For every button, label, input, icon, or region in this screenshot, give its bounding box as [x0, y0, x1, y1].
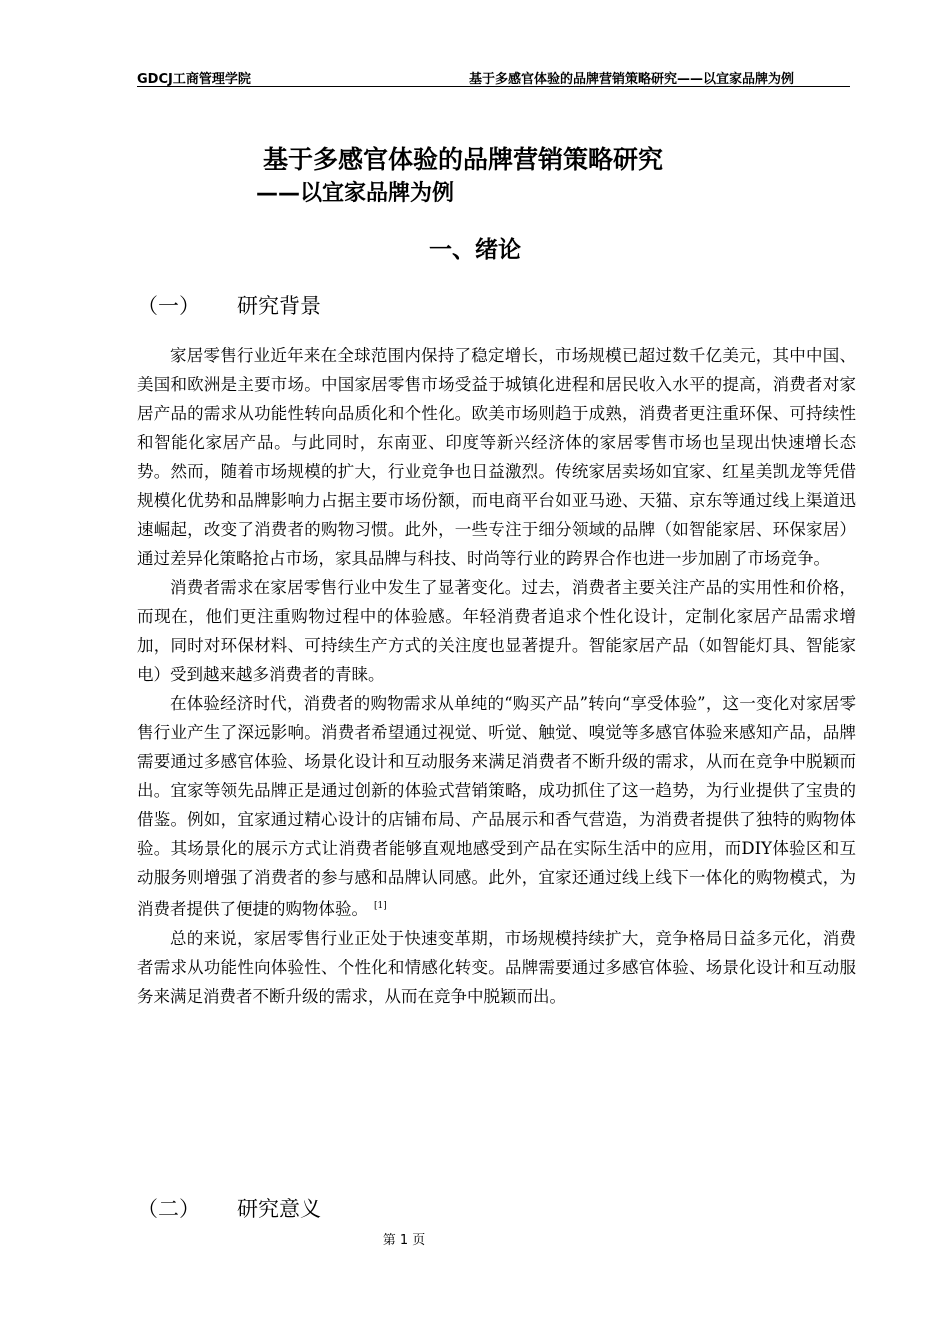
section-heading-background [137, 290, 321, 320]
section-number: （二） [137, 1197, 200, 1221]
section-number: （一） [137, 294, 200, 318]
body-text [137, 341, 856, 1011]
section-label: 研究意义 [237, 1197, 321, 1221]
paragraph: 家居零售行业近年来在全球范围内保持了稳定增长，市场规模已超过数千亿美元，其中中国、美国和欧洲是主要市场。中国家居零售市场受益于城镇化进程和居民收入水平的提高，消费者对家居产品的需求从功能性转向品质化和个性化。欧美市场则趋于成熟，消费者更注重环保、可持续性和智能化家居产品。与此同时，东南亚、印度等新兴经济体的家居零售市场也呈现出快速增长态势。然而，随着市场规模的扩大，行业竞争也日益激烈。传统家居卖场如宜家、红星美凯龙等凭借规模化优势和品牌影响力占据主要市场份额，而电商平台如亚马逊、天猫、京东等通过线上渠道迅速崛起，改变了消费者的购物习惯。此外，一些专注于细分领域的品牌（如智能家居、环保家居）通过差异化策略抢占市场，家具品牌与科技、时尚等行业的跨界合作也进一步加剧了市场竞争。 [137, 346, 856, 568]
paper-title: 基于多感官体验的品牌营销策略研究 [263, 145, 664, 174]
paper-subtitle: ——以宜家品牌为例 [256, 181, 455, 206]
header-institution: GDCJ工商管理学院 [137, 72, 251, 87]
paragraph: 消费者需求在家居零售行业中发生了显著变化。过去，消费者主要关注产品的实用性和价格，而现在，他们更注重购物过程中的体验感。年轻消费者追求个性化设计，定制化家居产品需求增加，同时对环保材料、可持续生产方式的关注度也显著提升。智能家居产品（如智能灯具、智能家电）受到越来越多消费者的青睐。 [137, 578, 856, 684]
section-label: 研究背景 [237, 294, 321, 318]
section-heading-significance [137, 1193, 321, 1223]
paragraph: 总的来说，家居零售行业正处于快速变革期，市场规模持续扩大，竞争格局日益多元化，消费者需求从功能性向体验性、个性化和情感化转变。品牌需要通过多感官体验、场景化设计和互动服务来满足消费者不断升级的需求，从而在竞争中脱颖而出。 [137, 928, 856, 1006]
chapter-heading: 一、绪论 [429, 237, 521, 263]
paragraph-text: 在体验经济时代，消费者的购物需求从单纯的“购买产品”转向“享受体验”，这一变化对家居零售行业产生了深远影响。消费者希望通过视觉、听觉、触觉、嗅觉等多感官体验来感知产品，品牌需要通过多感官体验、场景化设计和互动服务来满足消费者不断升级的需求，从而在竞争中脱颖而出。宜家等领先品牌正是通过创新的体验式营销策略，成功抓住了这一趋势，为行业提供了宝贵的借鉴。例如，宜家通过精心设计的店铺布局、产品展示和香气营造，为消费者提供了独特的购物体验。其场景化的展示方式让消费者能够直观地感受到产品在实际生活中的应用，而DIY体验区和互动服务则增强了消费者的参与感和品牌认同感。此外，宜家还通过线上线下一体化的购物模式，为消费者提供了便捷的购物体验。 [137, 694, 856, 919]
page-header [137, 66, 850, 87]
header-paper-title: 基于多感官体验的品牌营销策略研究——以宜家品牌为例 [468, 72, 794, 87]
citation-marker: [1] [374, 901, 387, 911]
page-number: 第 1 页 [382, 1233, 426, 1248]
paragraph-with-citation [137, 689, 856, 924]
